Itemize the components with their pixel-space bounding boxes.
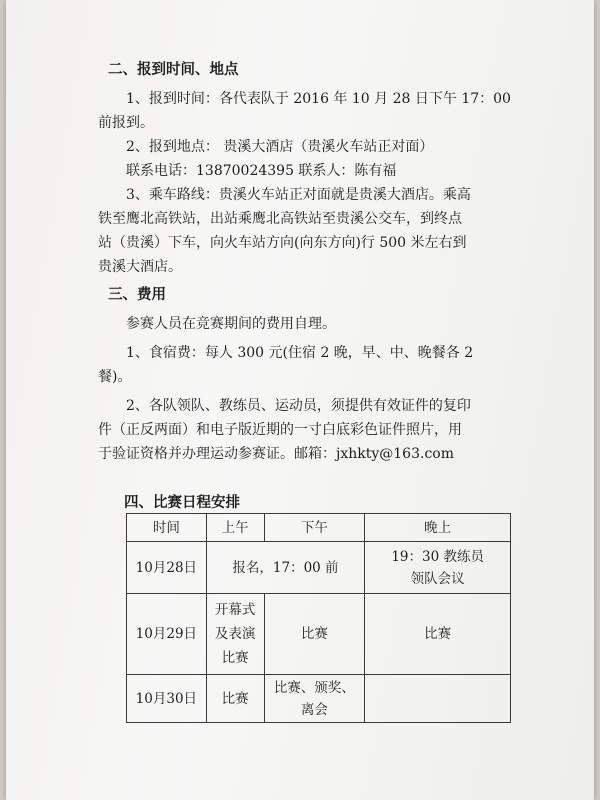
cost-self-paid: 参赛人员在竞赛期间的费用自理。 <box>126 316 336 332</box>
table-row <box>127 594 511 675</box>
morning-cell: 比赛 <box>206 675 264 723</box>
evening-cell: 比赛 <box>365 594 511 675</box>
food-lodging-fee: 1、食宿费：每人 300 元(住宿 2 晚，早、中、晚餐各 2 <box>126 345 474 361</box>
header-evening: 晚上 <box>365 514 511 542</box>
documents-line-2: 件（正反两面）和电子版近期的一寸白底彩色证件照片，用 <box>98 422 462 438</box>
schedule-table <box>126 513 511 723</box>
documents-line-3: 于验证资格并办理运动参赛证。邮箱：jxhkty@163.com <box>98 446 454 462</box>
route-line-2: 铁至鹰北高铁站，出站乘鹰北高铁站至贵溪公交车，到终点 <box>98 211 462 227</box>
table-header-row <box>127 514 511 542</box>
header-time: 时间 <box>127 514 207 542</box>
header-afternoon: 下午 <box>264 514 365 542</box>
section-3-heading: 三、费用 <box>108 286 166 303</box>
document-page <box>6 0 594 800</box>
header-morning: 上午 <box>206 514 264 542</box>
registration-cell: 报名，17：00 前 <box>206 542 365 594</box>
contact-info: 联系电话：13870024395 联系人：陈有福 <box>126 163 397 179</box>
section-4-heading: 四、比赛日程安排 <box>124 494 240 511</box>
section-2-heading: 二、报到时间、地点 <box>108 61 239 78</box>
row-date: 10月30日 <box>127 675 207 723</box>
table-row <box>127 675 511 723</box>
route-line-3: 站（贵溪）下车，向火车站方向(向东方向)行 500 米左右到 <box>98 235 467 251</box>
afternoon-cell: 比赛、颁奖、离会 <box>264 675 365 723</box>
afternoon-cell: 比赛 <box>264 594 365 675</box>
table-row <box>127 542 511 594</box>
food-lodging-fee-cont: 餐)。 <box>98 369 132 385</box>
route-line-4: 贵溪大酒店。 <box>98 259 182 275</box>
documents-line-1: 2、各队领队、教练员、运动员，须提供有效证件的复印 <box>126 398 471 414</box>
row-date: 10月28日 <box>127 542 207 594</box>
evening-cell <box>365 675 511 723</box>
morning-cell: 开幕式及表演比赛 <box>206 594 264 675</box>
route-line-1: 3、乘车路线：贵溪火车站正对面就是贵溪大酒店。乘高 <box>126 187 471 203</box>
registration-location: 2、报到地点： 贵溪大酒店（贵溪火车站正对面） <box>126 139 434 155</box>
evening-cell: 19：30 教练员领队会议 <box>365 542 511 594</box>
document-body <box>98 58 511 466</box>
row-date: 10月29日 <box>127 594 207 675</box>
registration-time: 1、报到时间：各代表队于 2016 年 10 月 28 日下午 17：00 <box>126 91 511 107</box>
registration-time-cont: 前报到。 <box>98 115 154 131</box>
